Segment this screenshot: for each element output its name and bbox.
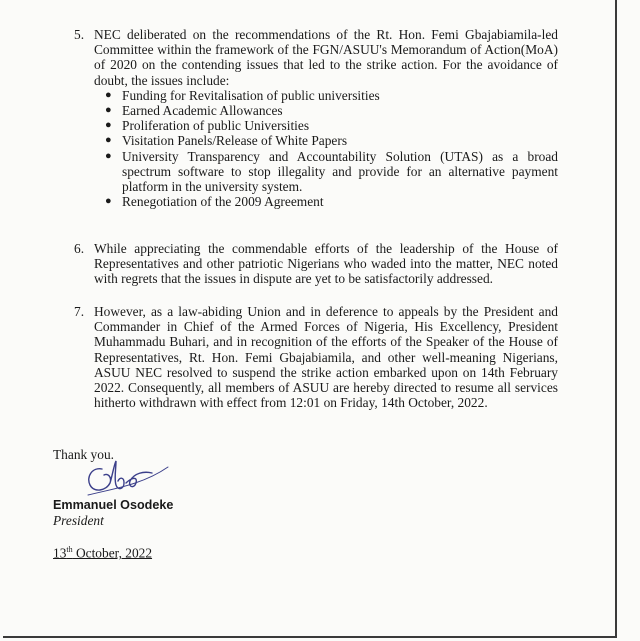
issue-text: Funding for Revitalisation of public universities [122,87,380,103]
bullet-icon: ● [105,195,112,208]
issue-text: Proliferation of public Universities [122,118,310,134]
paragraph-6 [74,241,558,287]
letter-date [53,542,152,561]
signatory-title: President [53,513,104,528]
signatory-name: Emmanuel Osodeke [53,498,174,512]
list-item [94,118,558,133]
list-item [94,149,558,195]
issue-text: Visitation Panels/Release of White Papers [122,133,348,149]
list-item [94,103,558,118]
paragraph-text: However, as a law-abiding Union and in deference to appeals by the President and Commander in Chief of the Armed Forces of Nigeria, His Excellency, President Muhammadu Buhari, and in recognition of the efforts of the Speaker of the House of Representatives, Rt. Hon. Femi Gbajabiamila, and other well-meaning Nigerians, ASUU NEC resolved to suspend the strike action embarked upon on 14th February 2022. Consequently, all members of ASUU are hereby directed to resume all services hitherto withdrawn with effect from 12:01 on Friday, 14th October, 2022. [94,304,558,411]
date-suffix: th [66,545,73,554]
issue-text: University Transparency and Accountability Solution (UTAS) as a broad spectrum software to stop illegality and provide for an alternative payment platform in the university system. [122,148,558,195]
issue-text: Earned Academic Allowances [122,103,283,119]
paragraph-5 [74,27,558,210]
date-day: 13 [53,545,67,561]
bullet-icon: ● [105,119,112,132]
issue-text: Renegotiation of the 2009 Agreement [122,194,324,210]
closing-thanks: Thank you. [53,447,114,462]
date-month-year: October, 2022 [72,545,153,561]
list-item [94,194,558,209]
bullet-icon: ● [105,134,112,147]
paragraph-text: While appreciating the commendable efforts of the leadership of the House of Representatives and other patriotic Nigerians who waded into the matter, NEC noted with regrets that the issues in dispute are yet to be satisfactorily addressed. [94,241,558,287]
issues-list [94,88,558,210]
bullet-icon: ● [105,88,112,101]
paragraph-text: NEC deliberated on the recommendations of the Rt. Hon. Femi Gbajabiamila-led Committee within the framework of the FGN/ASUU's Memorandum of Action(MoA) of 2020 on the contending issues that led to the strike action. For the avoidance of doubt, the issues include: [94,27,558,88]
list-item [94,88,558,103]
paragraph-number: 5. [74,27,85,42]
bullet-icon: ● [105,149,112,162]
list-item [94,133,558,148]
paragraph-number: 7. [74,304,85,319]
paragraph-7 [74,304,558,411]
signature-image [82,455,172,499]
bullet-icon: ● [105,104,112,117]
paragraph-number: 6. [74,241,85,256]
